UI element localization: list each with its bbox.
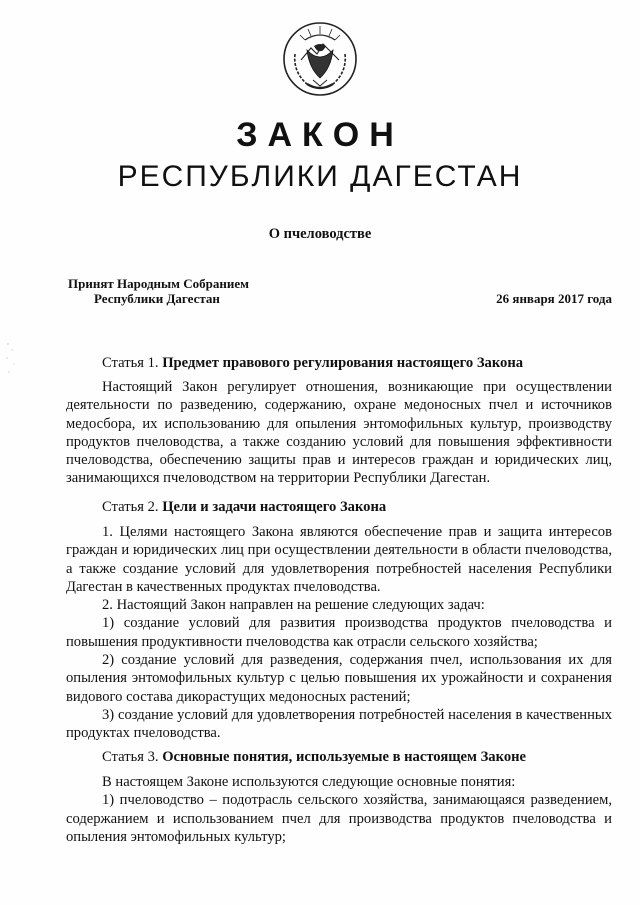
- paragraph: 2. Настоящий Закон направлен на решение следующих задач:: [102, 597, 485, 614]
- paragraph: 1) пчеловодство – подотрасль сельского хозяйства, занимающаяся разведением, содержанием и использованием пчел для производства продуктов пчеловодства и опыления энтомофильных культур;: [66, 792, 612, 845]
- paragraph: 2) создание условий для разведения, содержания пчел, использования их для опыления энтомофильных культур с целью повышения их урожайности и сохранения видового состава дикорастущих медоносных растений;: [66, 652, 612, 705]
- adoption-line-1: Принят Народным Собранием: [68, 276, 250, 291]
- document-subtitle: РЕСПУБЛИКИ ДАГЕСТАН: [117, 160, 523, 193]
- document-title: ЗАКОН: [236, 116, 404, 154]
- article-title: Предмет правового регулирования настоящего Закона: [162, 355, 524, 371]
- article-1-body: [66, 378, 612, 488]
- article-2-heading: [102, 499, 386, 516]
- adoption-date: 26 января 2017 года: [496, 291, 612, 306]
- adoption-line-2: Республики Дагестан: [94, 291, 220, 306]
- article-label: Статья 1.: [102, 355, 159, 371]
- scan-artifact-icon: [4, 340, 26, 380]
- coat-of-arms-icon: [281, 20, 359, 98]
- paragraph: В настоящем Законе используются следующие основные понятия:: [102, 774, 516, 790]
- article-label: Статья 2.: [102, 499, 159, 515]
- paragraph: Настоящий Закон регулирует отношения, возникающие при осуществлении деятельности по разведению, содержанию, охране медоносных пчел и источников медосбора, их использованию для опыления энтомофильных культур, производству продуктов пчеловодства, а также созданию условий для повышения эффективности пчеловодства, обеспечению защиты прав и интересов граждан и юридических лиц, занимающихся пчеловодством на территории Республики Дагестан.: [66, 379, 612, 487]
- article-label: Статья 3.: [102, 749, 159, 765]
- article-3-body: [66, 773, 612, 846]
- article-title: Цели и задачи настоящего Закона: [162, 499, 387, 515]
- paragraph: 1. Целями настоящего Закона являются обеспечение прав и защита интересов граждан и юридических лиц при осуществлении деятельности в области пчеловодства, а также создание условий для удовлетворения потребностей населения Республики Дагестан в качественных продуктах пчеловодства.: [66, 524, 612, 595]
- paragraph: 3) создание условий для удовлетворения потребностей населения в качественных продуктах пчеловодства.: [66, 706, 612, 742]
- adoption-note: [68, 276, 249, 306]
- article-2-body: [66, 523, 612, 743]
- article-1-heading: [102, 355, 523, 372]
- paragraph: 1) создание условий для развития производства продуктов пчеловодства и повышения продуктивности пчеловодства как отрасли сельского хозяйства;: [66, 615, 612, 650]
- law-subject: О пчеловодстве: [268, 226, 372, 242]
- article-title: Основные понятия, используемые в настоящем Законе: [162, 749, 526, 765]
- article-3-heading: [102, 749, 526, 766]
